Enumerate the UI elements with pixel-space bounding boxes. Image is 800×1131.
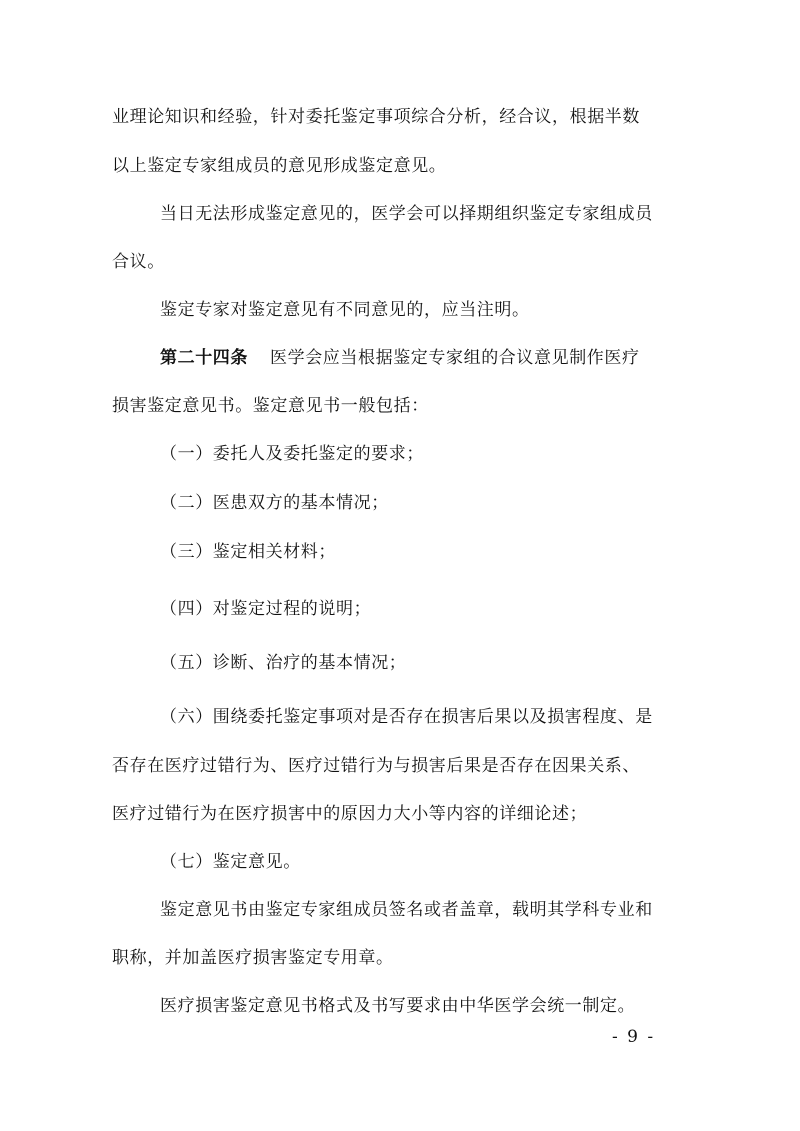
paragraph-line: 职称，并加盖医疗损害鉴定专用章。 — [112, 948, 394, 968]
paragraph-line: 当日无法形成鉴定意见的，医学会可以择期组织鉴定专家组成员 — [160, 204, 653, 224]
list-item: （五）诊断、治疗的基本情况； — [160, 653, 407, 673]
paragraph-line: 否存在医疗过错行为、医疗过错行为与损害后果是否存在因果关系、 — [112, 756, 640, 776]
paragraph-line: 鉴定专家对鉴定意见有不同意见的，应当注明。 — [160, 300, 530, 320]
list-item: （三）鉴定相关材料； — [160, 542, 336, 562]
list-item: （二）医患双方的基本情况； — [160, 493, 389, 513]
paragraph-line: 医疗过错行为在医疗损害中的原因力大小等内容的详细论述； — [112, 804, 588, 824]
paragraph-line: 以上鉴定专家组成员的意见形成鉴定意见。 — [112, 156, 447, 176]
list-item: （六）围绕委托鉴定事项对是否存在损害后果以及损害程度、是 — [160, 707, 653, 727]
list-item: （一）委托人及委托鉴定的要求； — [160, 444, 424, 464]
list-item: （七）鉴定意见。 — [160, 852, 301, 872]
paragraph-line: 合议。 — [112, 252, 165, 272]
article-heading-line — [160, 347, 692, 369]
paragraph-line: 损害鉴定意见书。鉴定意见书一般包括： — [112, 396, 429, 416]
paragraph-line: 鉴定意见书由鉴定专家组成员签名或者盖章，载明其学科专业和 — [160, 900, 653, 920]
list-item: （四）对鉴定过程的说明； — [160, 599, 372, 619]
paragraph-line: 医疗损害鉴定意见书格式及书写要求由中华医学会统一制定。 — [160, 996, 636, 1016]
article-text: 医学会应当根据鉴定专家组的合议意见制作医疗 — [270, 348, 640, 368]
paragraph-line: 业理论知识和经验，针对委托鉴定事项综合分析，经合议，根据半数 — [112, 107, 640, 127]
page-number: - 9 - — [612, 1027, 656, 1047]
article-number: 第二十四条 — [160, 348, 248, 368]
